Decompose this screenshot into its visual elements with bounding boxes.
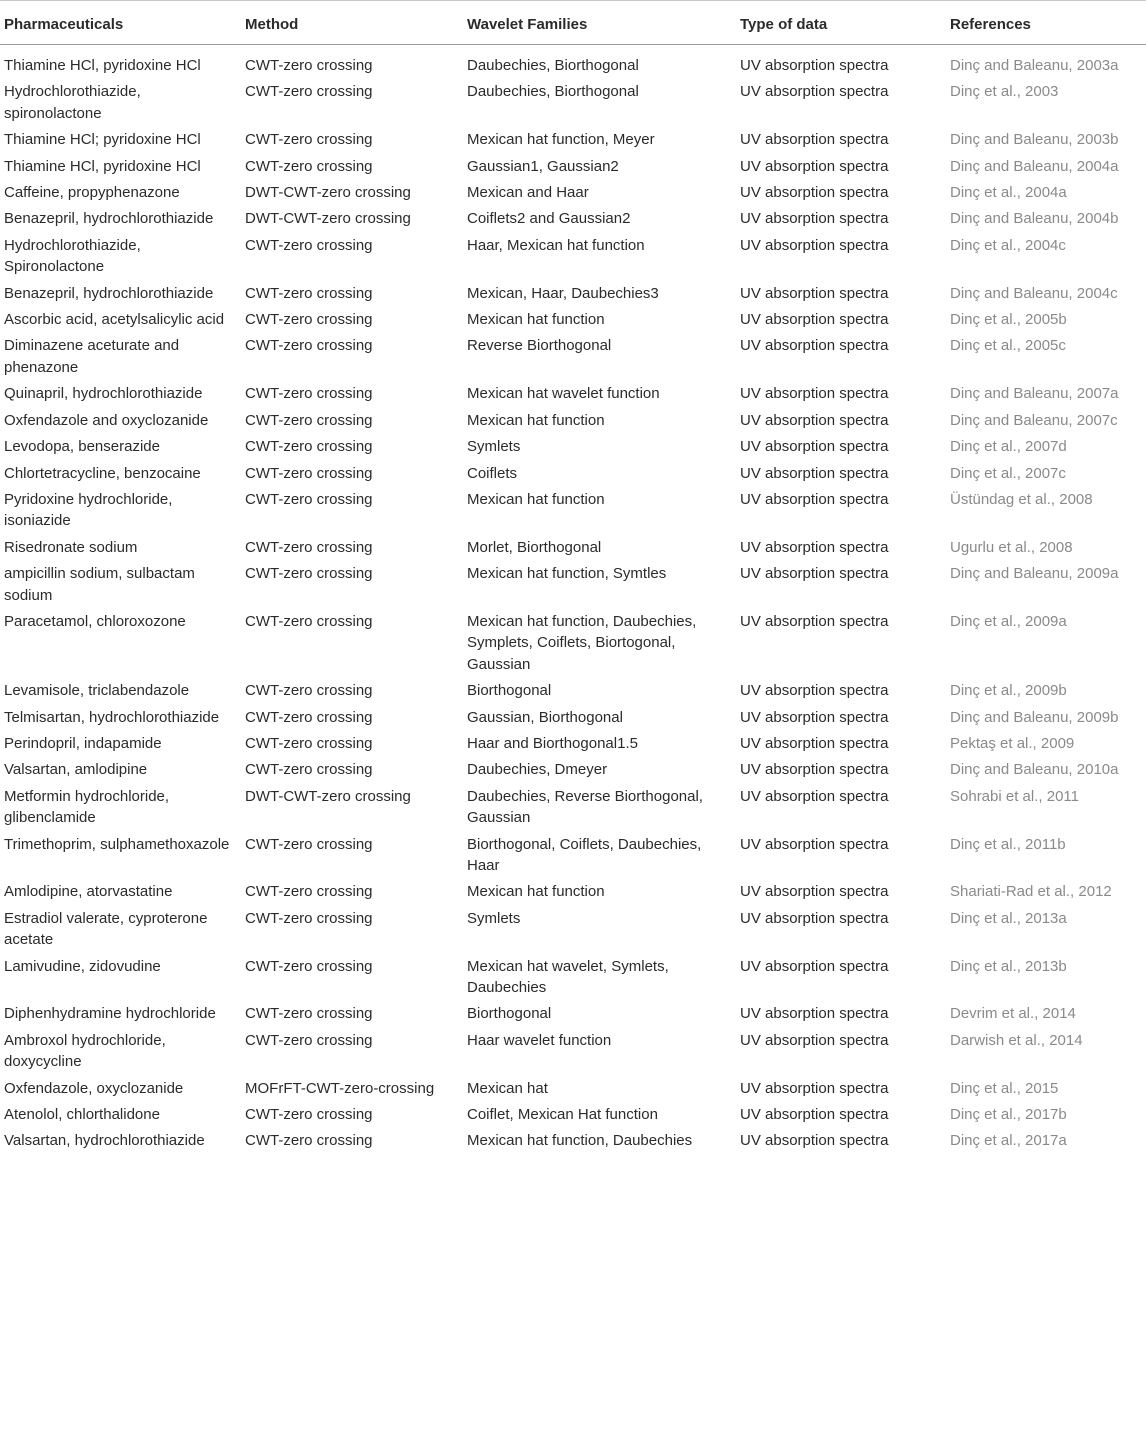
cell-method: DWT-CWT-zero crossing xyxy=(245,210,411,228)
cell-reference[interactable]: Shariati-Rad et al., 2012 xyxy=(950,883,1112,901)
cell-pharmaceuticals: Thiamine HCl, pyridoxine HCl xyxy=(4,157,201,175)
cell-method: CWT-zero crossing xyxy=(245,909,373,927)
cell-pharmaceuticals: Atenolol, chlorthalidone xyxy=(4,1106,160,1124)
cell-pharmaceuticals: Chlortetracycline, benzocaine xyxy=(4,464,201,482)
cell-method: CWT-zero crossing xyxy=(245,682,373,700)
table-row xyxy=(0,707,1146,733)
cell-wavelet-families: Biorthogonal xyxy=(467,1005,552,1023)
cell-reference[interactable]: Dinç et al., 2003 xyxy=(950,83,1059,101)
cell-reference[interactable]: Ugurlu et al., 2008 xyxy=(950,538,1073,556)
cell-pharmaceuticals: Thiamine HCl, pyridoxine HCl xyxy=(4,57,201,74)
cell-type-of-data: UV absorption spectra xyxy=(740,565,889,583)
header-wavelet-families: Wavelet Families xyxy=(463,1,736,45)
table-row xyxy=(0,410,1146,436)
cell-type-of-data: UV absorption spectra xyxy=(740,411,889,429)
cell-reference[interactable]: Dinç et al., 2011b xyxy=(950,835,1066,853)
table-row xyxy=(0,489,1146,537)
cell-reference[interactable]: Dinç and Baleanu, 2003b xyxy=(950,131,1119,149)
cell-wavelet-families: Haar and Biorthogonal1.5 xyxy=(467,734,638,752)
cell-method: CWT-zero crossing xyxy=(245,734,373,752)
cell-wavelet-families: Mexican hat function xyxy=(467,490,605,508)
cell-type-of-data: UV absorption spectra xyxy=(740,83,889,101)
cell-wavelet-families: Daubechies, Biorthogonal xyxy=(467,57,639,74)
cell-pharmaceuticals: Oxfendazole and oxyclozanide xyxy=(4,411,209,429)
cell-method: CWT-zero crossing xyxy=(245,411,373,429)
cell-wavelet-families: Mexican hat function xyxy=(467,311,605,329)
cell-pharmaceuticals: Diphenhydramine hydrochloride xyxy=(4,1005,216,1023)
cell-method: CWT-zero crossing xyxy=(245,464,373,482)
cell-wavelet-families: Haar, Mexican hat function xyxy=(467,236,645,254)
cell-reference[interactable]: Dinç et al., 2013b xyxy=(950,957,1067,975)
cell-pharmaceuticals: Metformin hydrochloride, glibenclamide xyxy=(4,787,170,827)
cell-type-of-data: UV absorption spectra xyxy=(740,438,889,456)
table-row xyxy=(0,463,1146,489)
cell-type-of-data: UV absorption spectra xyxy=(740,787,889,805)
cell-method: CWT-zero crossing xyxy=(245,57,373,74)
cell-type-of-data: UV absorption spectra xyxy=(740,210,889,228)
cell-wavelet-families: Biorthogonal xyxy=(467,682,552,700)
table-row xyxy=(0,235,1146,283)
cell-reference[interactable]: Dinç et al., 2013a xyxy=(950,909,1067,927)
cell-pharmaceuticals: Lamivudine, zidovudine xyxy=(4,957,161,975)
cell-method: MOFrFT-CWT-zero-crossing xyxy=(245,1079,435,1097)
cell-method: CWT-zero crossing xyxy=(245,438,373,456)
cell-reference[interactable]: Dinç et al., 2009b xyxy=(950,682,1067,700)
cell-wavelet-families: Daubechies, Reverse Biorthogonal, Gaussian xyxy=(467,787,703,827)
table-row xyxy=(0,1104,1146,1130)
cell-pharmaceuticals: Amlodipine, atorvastatine xyxy=(4,883,173,901)
cell-reference[interactable]: Dinç and Baleanu, 2010a xyxy=(950,761,1119,779)
cell-wavelet-families: Reverse Biorthogonal xyxy=(467,337,612,355)
cell-method: CWT-zero crossing xyxy=(245,565,373,583)
table-row xyxy=(0,81,1146,129)
cell-pharmaceuticals: Levodopa, benserazide xyxy=(4,438,160,456)
cell-pharmaceuticals: Estradiol valerate, cyproterone acetate xyxy=(4,909,208,949)
cell-type-of-data: UV absorption spectra xyxy=(740,734,889,752)
cell-method: CWT-zero crossing xyxy=(245,490,373,508)
cell-reference[interactable]: Dinç and Baleanu, 2009a xyxy=(950,565,1119,583)
cell-type-of-data: UV absorption spectra xyxy=(740,1106,889,1124)
cell-type-of-data: UV absorption spectra xyxy=(740,236,889,254)
cell-pharmaceuticals: Valsartan, amlodipine xyxy=(4,761,148,779)
cell-method: CWT-zero crossing xyxy=(245,157,373,175)
cell-wavelet-families: Morlet, Biorthogonal xyxy=(467,538,602,556)
table-row xyxy=(0,309,1146,335)
cell-type-of-data: UV absorption spectra xyxy=(740,385,889,403)
cell-reference[interactable]: Dinç et al., 2017a xyxy=(950,1132,1067,1150)
header-row xyxy=(0,1,1146,45)
cell-method: CWT-zero crossing xyxy=(245,612,373,630)
cell-reference[interactable]: Dinç and Baleanu, 2004c xyxy=(950,284,1118,302)
cell-wavelet-families: Coiflets xyxy=(467,464,518,482)
table-row xyxy=(0,45,1146,82)
cell-pharmaceuticals: Risedronate sodium xyxy=(4,538,138,556)
cell-wavelet-families: Mexican hat function, Meyer xyxy=(467,131,655,149)
cell-method: CWT-zero crossing xyxy=(245,708,373,726)
cell-wavelet-families: Mexican hat wavelet function xyxy=(467,385,660,403)
cell-pharmaceuticals: Pyridoxine hydrochloride, isoniazide xyxy=(4,490,173,530)
cell-wavelet-families: Daubechies, Dmeyer xyxy=(467,761,608,779)
cell-reference[interactable]: Dinç and Baleanu, 2007c xyxy=(950,411,1118,429)
cell-pharmaceuticals: Hydrochlorothiazide, Spironolactone xyxy=(4,236,141,276)
header-type-of-data: Type of data xyxy=(736,1,946,45)
table-row xyxy=(0,156,1146,182)
table-header xyxy=(0,1,1146,45)
cell-reference[interactable]: Dinç and Baleanu, 2004a xyxy=(950,157,1119,175)
table-row xyxy=(0,786,1146,834)
cell-wavelet-families: Symlets xyxy=(467,438,521,456)
cell-method: CWT-zero crossing xyxy=(245,761,373,779)
cell-type-of-data: UV absorption spectra xyxy=(740,1031,889,1049)
cell-type-of-data: UV absorption spectra xyxy=(740,131,889,149)
table-row xyxy=(0,182,1146,208)
table-body xyxy=(0,45,1146,1157)
cell-reference[interactable]: Sohrabi et al., 2011 xyxy=(950,787,1079,805)
cell-type-of-data: UV absorption spectra xyxy=(740,957,889,975)
cell-pharmaceuticals: Perindopril, indapamide xyxy=(4,734,162,752)
cell-wavelet-families: Mexican hat function, Symtles xyxy=(467,565,667,583)
cell-method: CWT-zero crossing xyxy=(245,236,373,254)
header-method: Method xyxy=(241,1,463,45)
cell-type-of-data: UV absorption spectra xyxy=(740,284,889,302)
cell-method: CWT-zero crossing xyxy=(245,284,373,302)
cell-type-of-data: UV absorption spectra xyxy=(740,761,889,779)
cell-reference[interactable]: Dinç et al., 2015 xyxy=(950,1079,1059,1097)
cell-wavelet-families: Symlets xyxy=(467,909,521,927)
cell-method: CWT-zero crossing xyxy=(245,83,373,101)
cell-reference[interactable]: Devrim et al., 2014 xyxy=(950,1005,1076,1023)
cell-reference[interactable]: Dinç et al., 2017b xyxy=(950,1106,1067,1124)
cell-wavelet-families: Mexican hat function xyxy=(467,883,605,901)
cell-wavelet-families: Gaussian, Biorthogonal xyxy=(467,708,623,726)
cell-method: CWT-zero crossing xyxy=(245,131,373,149)
cell-reference[interactable]: Üstündag et al., 2008 xyxy=(950,490,1093,508)
cell-wavelet-families: Mexican hat wavelet, Symlets, Daubechies xyxy=(467,957,669,997)
cell-method: CWT-zero crossing xyxy=(245,1031,373,1049)
cell-type-of-data: UV absorption spectra xyxy=(740,835,889,853)
cell-method: CWT-zero crossing xyxy=(245,337,373,355)
cell-wavelet-families: Coiflets2 and Gaussian2 xyxy=(467,210,631,228)
cell-type-of-data: UV absorption spectra xyxy=(740,184,889,202)
header-pharmaceuticals: Pharmaceuticals xyxy=(0,1,241,45)
table-row xyxy=(0,733,1146,759)
table-row xyxy=(0,759,1146,785)
cell-method: CWT-zero crossing xyxy=(245,385,373,403)
table-row xyxy=(0,436,1146,462)
cell-pharmaceuticals: Ambroxol hydrochloride, doxycycline xyxy=(4,1031,166,1071)
cell-reference[interactable]: Dinç and Baleanu, 2009b xyxy=(950,708,1119,726)
cell-wavelet-families: Mexican hat xyxy=(467,1079,548,1097)
cell-method: CWT-zero crossing xyxy=(245,1005,373,1023)
cell-pharmaceuticals: Ascorbic acid, acetylsalicylic acid xyxy=(4,311,225,329)
cell-type-of-data: UV absorption spectra xyxy=(740,612,889,630)
cell-type-of-data: UV absorption spectra xyxy=(740,538,889,556)
table-row xyxy=(0,611,1146,680)
cell-wavelet-families: Mexican and Haar xyxy=(467,184,589,202)
cell-method: CWT-zero crossing xyxy=(245,883,373,901)
table-row xyxy=(0,208,1146,234)
cell-pharmaceuticals: ampicillin sodium, sulbactam sodium xyxy=(4,565,195,604)
table-row xyxy=(0,537,1146,563)
cell-pharmaceuticals: Levamisole, triclabendazole xyxy=(4,682,190,700)
cell-method: CWT-zero crossing xyxy=(245,1132,373,1150)
cell-pharmaceuticals: Trimethoprim, sulphamethoxazole xyxy=(4,835,230,853)
table-row xyxy=(0,563,1146,611)
cell-type-of-data: UV absorption spectra xyxy=(740,1079,889,1097)
cell-pharmaceuticals: Diminazene aceturate and phenazone xyxy=(4,337,180,376)
cell-wavelet-families: Mexican hat function, Daubechies xyxy=(467,1132,693,1150)
cell-type-of-data: UV absorption spectra xyxy=(740,1005,889,1023)
table-row xyxy=(0,680,1146,706)
cell-pharmaceuticals: Benazepril, hydrochlorothiazide xyxy=(4,210,214,228)
cell-type-of-data: UV absorption spectra xyxy=(740,57,889,74)
cell-reference[interactable]: Dinç et al., 2007c xyxy=(950,464,1066,482)
cell-wavelet-families: Coiflet, Mexican Hat function xyxy=(467,1106,658,1124)
cell-pharmaceuticals: Paracetamol, chloroxozone xyxy=(4,612,186,630)
cell-method: DWT-CWT-zero crossing xyxy=(245,184,411,202)
cell-wavelet-families: Gaussian1, Gaussian2 xyxy=(467,157,619,175)
cell-reference[interactable]: Dinç and Baleanu, 2007a xyxy=(950,385,1119,403)
cell-reference[interactable]: Dinç et al., 2004c xyxy=(950,236,1066,254)
cell-reference[interactable]: Dinç et al., 2007d xyxy=(950,438,1067,456)
cell-reference[interactable]: Pektaş et al., 2009 xyxy=(950,734,1075,752)
table-row xyxy=(0,1003,1146,1029)
cell-type-of-data: UV absorption spectra xyxy=(740,311,889,329)
cell-pharmaceuticals: Benazepril, hydrochlorothiazide xyxy=(4,284,214,302)
cell-reference[interactable]: Dinç and Baleanu, 2004b xyxy=(950,210,1119,228)
cell-method: CWT-zero crossing xyxy=(245,1106,373,1124)
table-row xyxy=(0,335,1146,383)
table-row xyxy=(0,834,1146,882)
cell-method: DWT-CWT-zero crossing xyxy=(245,787,411,805)
cell-wavelet-families: Haar wavelet function xyxy=(467,1031,612,1049)
cell-type-of-data: UV absorption spectra xyxy=(740,464,889,482)
header-references: References xyxy=(946,1,1146,45)
cell-wavelet-families: Mexican, Haar, Daubechies3 xyxy=(467,284,659,302)
cell-pharmaceuticals: Thiamine HCl; pyridoxine HCl xyxy=(4,131,201,149)
cell-method: CWT-zero crossing xyxy=(245,311,373,329)
cell-reference[interactable]: Dinç and Baleanu, 2003a xyxy=(950,57,1119,74)
table-row xyxy=(0,283,1146,309)
cell-type-of-data: UV absorption spectra xyxy=(740,883,889,901)
table-row xyxy=(0,129,1146,155)
cell-method: CWT-zero crossing xyxy=(245,835,373,853)
cell-wavelet-families: Mexican hat function xyxy=(467,411,605,429)
table-row xyxy=(0,1130,1146,1156)
cell-pharmaceuticals: Oxfendazole, oxyclozanide xyxy=(4,1079,184,1097)
cell-reference[interactable]: Dinç et al., 2005b xyxy=(950,311,1067,329)
cell-reference[interactable]: Dinç et al., 2004a xyxy=(950,184,1067,202)
cell-pharmaceuticals: Telmisartan, hydrochlorothiazide xyxy=(4,708,220,726)
cell-type-of-data: UV absorption spectra xyxy=(740,682,889,700)
cell-type-of-data: UV absorption spectra xyxy=(740,337,889,355)
table-row xyxy=(0,956,1146,1004)
cell-type-of-data: UV absorption spectra xyxy=(740,490,889,508)
cell-method: CWT-zero crossing xyxy=(245,957,373,975)
cell-method: CWT-zero crossing xyxy=(245,538,373,556)
cell-reference[interactable]: Darwish et al., 2014 xyxy=(950,1031,1083,1049)
cell-pharmaceuticals: Valsartan, hydrochlorothiazide xyxy=(4,1132,205,1150)
cell-type-of-data: UV absorption spectra xyxy=(740,157,889,175)
table-row xyxy=(0,1078,1146,1104)
cell-type-of-data: UV absorption spectra xyxy=(740,1132,889,1150)
cell-reference[interactable]: Dinç et al., 2005c xyxy=(950,337,1066,355)
cell-wavelet-families: Biorthogonal, Coiflets, Daubechies, Haar xyxy=(467,835,702,874)
cell-wavelet-families: Mexican hat function, Daubechies, Symplets, Coiflets, Biortogonal, Gaussian xyxy=(467,612,697,673)
cell-pharmaceuticals: Caffeine, propyphenazone xyxy=(4,184,180,202)
cell-pharmaceuticals: Quinapril, hydrochlorothiazide xyxy=(4,385,203,403)
cell-wavelet-families: Daubechies, Biorthogonal xyxy=(467,83,639,101)
cell-type-of-data: UV absorption spectra xyxy=(740,708,889,726)
table-row xyxy=(0,1030,1146,1078)
cell-reference[interactable]: Dinç et al., 2009a xyxy=(950,612,1067,630)
cell-type-of-data: UV absorption spectra xyxy=(740,909,889,927)
table-row xyxy=(0,383,1146,409)
table-row xyxy=(0,881,1146,907)
table-row xyxy=(0,908,1146,956)
cell-pharmaceuticals: Hydrochlorothiazide, spironolactone xyxy=(4,83,141,122)
